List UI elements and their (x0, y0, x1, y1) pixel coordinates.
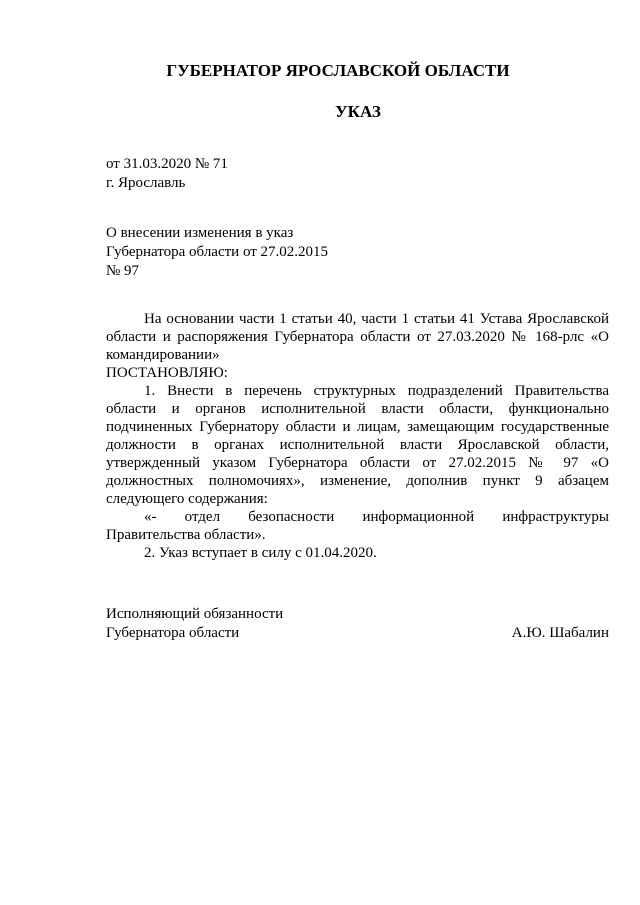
document-header-title: ГУБЕРНАТОР ЯРОСЛАВСКОЙ ОБЛАСТИ (166, 61, 510, 80)
signature-position-line: Исполняющий обязанности (106, 606, 284, 622)
document-type: УКАЗ (335, 102, 381, 121)
document-body (106, 310, 609, 562)
subject-line: О внесении изменения в указ (106, 225, 294, 241)
subject-line: № 97 (106, 263, 140, 279)
item-1-quote: «- отдел безопасности информационной инфраструктуры Правительства области». (106, 509, 609, 543)
signature-position (106, 605, 283, 643)
item-2-paragraph: 2. Указ вступает в силу с 01.04.2020. (144, 545, 377, 561)
preamble-paragraph: На основании части 1 статьи 40, части 1 статьи 41 Устава Ярославской области и распоряжения Губернатора области от 27.03.2020 № 168-рлс «О командировании» (106, 311, 609, 363)
document-subject (106, 224, 328, 281)
decree-word: ПОСТАНОВЛЯЮ: (106, 365, 228, 381)
document-city: г. Ярославль (106, 175, 186, 191)
signature-position-line: Губернатора области (106, 625, 240, 641)
signature-name: А.Ю. Шабалин (511, 625, 609, 641)
document-date-number: от 31.03.2020 № 71 (106, 156, 228, 172)
subject-line: Губернатора области от 27.02.2015 (106, 244, 329, 260)
item-1-paragraph: 1. Внести в перечень структурных подразделений Правительства области и органов исполнительной власти области, функционально подчиненных Губернатору области и лицам, замещающим государственные должности в органах исполнительной власти Ярославской области, утвержденный указом Губернатора области от 27.02.2015 № 97 «О должностных полномочиях», изменение, дополнив пункт 9 абзацем следующего содержания: (106, 383, 609, 507)
